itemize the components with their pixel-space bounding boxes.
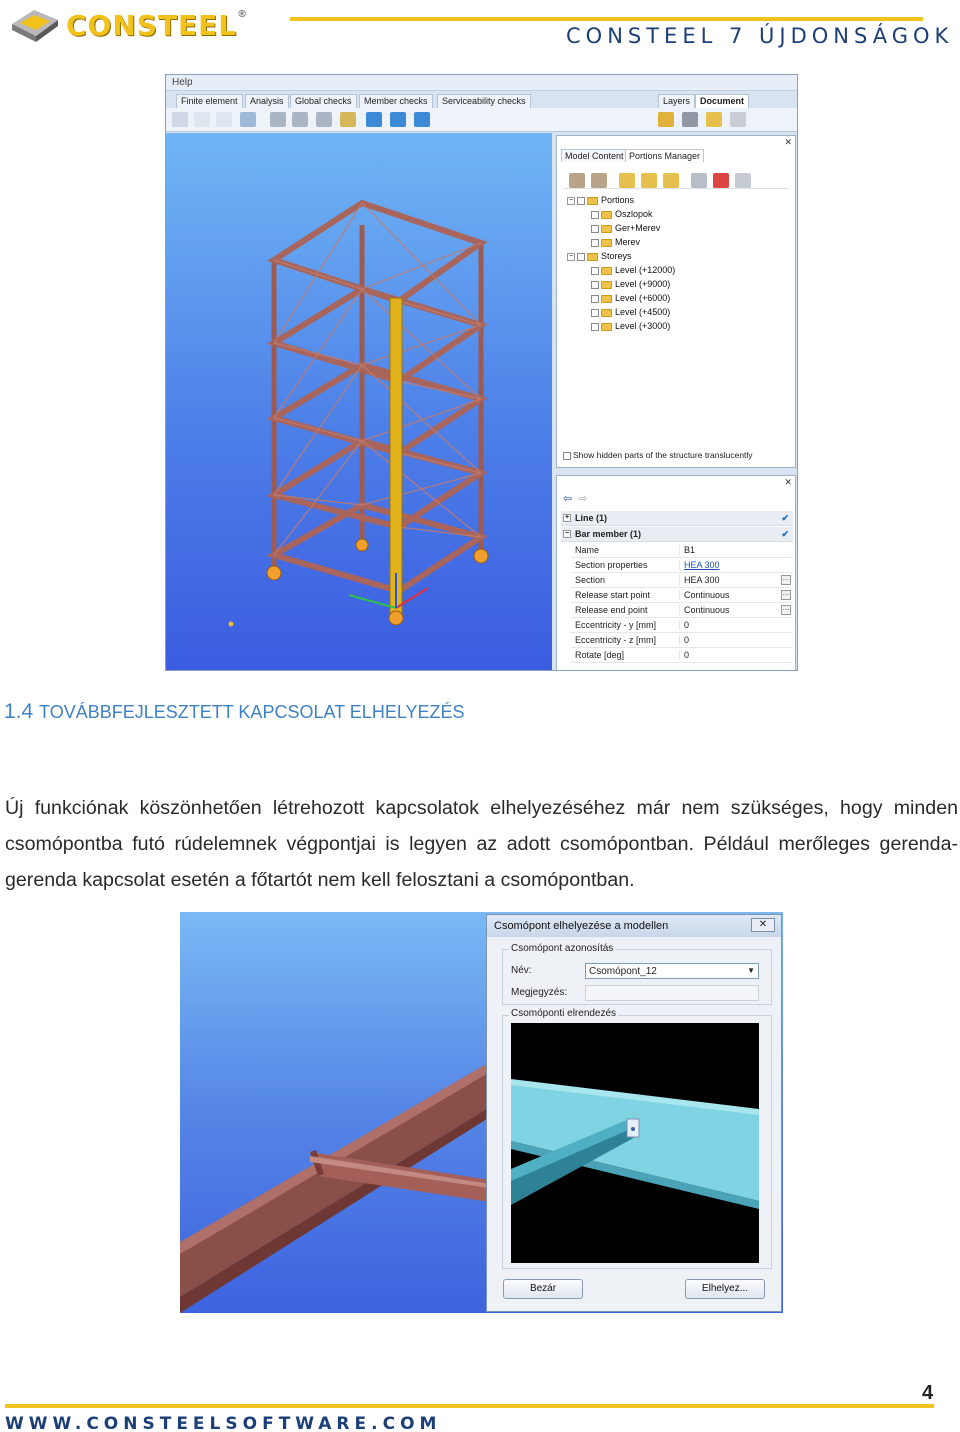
model-3d-viewport[interactable] (166, 133, 552, 671)
note-field[interactable] (585, 985, 759, 1001)
tree-item-level-12000[interactable]: Level (+12000) (567, 263, 675, 277)
layout-tool-icon[interactable] (730, 112, 746, 127)
page-header-title: CONSTEEL 7 ÚJDONSÁGOK (566, 24, 954, 48)
model-content-panel (556, 135, 796, 468)
portion-delete-icon[interactable] (713, 173, 729, 188)
tree-item-portions[interactable]: − Portions (568, 195, 635, 205)
chevron-down-icon: ▼ (747, 966, 755, 975)
folder-icon (601, 239, 612, 247)
tab-member-checks[interactable]: Member checks (359, 94, 433, 108)
note-label: Megjegyzés: (511, 987, 568, 998)
folder-icon (601, 323, 612, 331)
frame-tool-1-icon[interactable] (366, 112, 382, 127)
logo-mark-icon (8, 4, 62, 44)
frame-tool-3-icon[interactable] (414, 112, 430, 127)
consteel-logo: CONSTEEL® (8, 4, 288, 44)
portion-folder-icon[interactable] (619, 173, 635, 188)
properties-panel (556, 475, 796, 671)
footer-url[interactable]: WWW.CONSTEELSOFTWARE.COM (5, 1414, 442, 1432)
node-layout-preview[interactable] (511, 1023, 759, 1263)
close-button[interactable]: Bezár (503, 1279, 583, 1299)
axis-tool-icon[interactable] (172, 112, 188, 127)
folder-tool-icon[interactable] (706, 112, 722, 127)
menu-help[interactable]: Help (172, 77, 193, 88)
tree-item-storeys[interactable]: − Storeys (568, 251, 632, 261)
document-tool-icon[interactable] (658, 112, 674, 127)
tree-item-level-9000[interactable]: Level (+9000) (567, 277, 675, 291)
surface-tool-icon[interactable] (216, 112, 232, 127)
prop-row-release-end[interactable]: Release end point Continuous … (571, 603, 793, 618)
beam-connection-model (180, 912, 490, 1313)
menu-bar (166, 75, 797, 91)
section-title: TOVÁBBFEJLESZTETT KAPCSOLAT ELHELYEZÉS (39, 702, 465, 722)
body-paragraph: Új funkciónak köszönhetően létrehozott kapcsolatok elhelyezéséhez már nem szükséges, hogy minden csomópontba futó rúdelemnek végpontjai is legyen az adott csomópontban. Például merőleges gerenda-gerenda kapcsolat esetén a főtartót nem kell felosztani a csomópontban. (5, 797, 958, 891)
back-arrow-icon[interactable]: ⇦ (563, 493, 573, 505)
tree-item-oszlopok[interactable]: Oszlopok (567, 207, 675, 221)
consteel-model-screenshot (165, 74, 798, 671)
tab-portions-manager[interactable]: Portions Manager (625, 149, 704, 162)
properties-close-icon[interactable]: ✕ (784, 477, 792, 487)
dialog-close-button[interactable]: ✕ (751, 918, 775, 932)
connection-preview (511, 1023, 759, 1263)
place-button[interactable]: Elhelyez... (685, 1279, 765, 1299)
panel-toolbar (563, 171, 789, 189)
support-tool-icon[interactable] (270, 112, 286, 127)
folder-icon (587, 197, 598, 205)
check-icon: ✔ (781, 529, 789, 539)
toolbar (166, 108, 797, 132)
section-number: 1.4 (4, 700, 34, 723)
check-icon: ✔ (781, 513, 789, 523)
portion-add-icon[interactable] (641, 173, 657, 188)
dialog-title: Csomópont elhelyezése a modellen (487, 915, 781, 937)
folder-icon (601, 267, 612, 275)
prop-row-eccentricity-z[interactable]: Eccentricity - z [mm] 0 (571, 633, 793, 648)
folder-icon (601, 225, 612, 233)
portion-remove-icon[interactable] (663, 173, 679, 188)
plane-tool-icon[interactable] (194, 112, 210, 127)
portion-move-icon[interactable] (691, 173, 707, 188)
tree-item-merev[interactable]: Merev (567, 235, 675, 249)
tab-serviceability-checks[interactable]: Serviceability checks (437, 94, 531, 108)
tree-item-level-3000[interactable]: Level (+3000) (567, 319, 675, 333)
portions-tree (567, 193, 675, 333)
node-name-select[interactable]: Csomópont_12 ▼ (585, 963, 759, 979)
portion-copy-icon[interactable] (591, 173, 607, 188)
page-number: 4 (922, 1382, 934, 1404)
table-tool-icon[interactable] (340, 112, 356, 127)
tree-item-ger-merev[interactable]: Ger+Merev (567, 221, 675, 235)
forward-arrow-icon[interactable]: ⇨ (578, 493, 588, 505)
prop-row-name[interactable]: Name B1 (571, 543, 793, 558)
ribbon-tabs (166, 92, 797, 108)
tab-finite-element[interactable]: Finite element (176, 94, 243, 108)
prop-row-section-properties[interactable]: Section properties HEA 300 (571, 558, 793, 573)
tab-global-checks[interactable]: Global checks (290, 94, 357, 108)
show-hidden-checkbox[interactable]: Show hidden parts of the structure translucently (563, 450, 753, 460)
frame-tool-2-icon[interactable] (390, 112, 406, 127)
name-label: Név: (511, 965, 532, 976)
camera-tool-icon[interactable] (682, 112, 698, 127)
folder-icon (601, 309, 612, 317)
portion-new-icon[interactable] (569, 173, 585, 188)
prop-row-eccentricity-y[interactable]: Eccentricity - y [mm] 0 (571, 618, 793, 633)
tab-analysis[interactable]: Analysis (245, 94, 289, 108)
tab-model-content[interactable]: Model Content (561, 149, 628, 162)
prop-row-section[interactable]: Section HEA 300 … (571, 573, 793, 588)
header-rule (290, 17, 923, 21)
group-bar-member[interactable]: − Bar member (1) ✔ (561, 527, 793, 542)
folder-icon (601, 281, 612, 289)
steel-tower-model (166, 133, 552, 671)
tab-document[interactable]: Document (695, 94, 749, 108)
node-placement-dialog (486, 914, 782, 1312)
group-node-layout-label: Csomóponti elrendezés (511, 1008, 617, 1019)
more-button[interactable]: … (781, 590, 791, 600)
group-node-identification-label: Csomópont azonosítás (511, 943, 614, 954)
hinge-tool-icon[interactable] (292, 112, 308, 127)
prop-row-release-start[interactable]: Release start point Continuous … (571, 588, 793, 603)
more-button[interactable]: … (781, 575, 791, 585)
folder-icon (601, 295, 612, 303)
folder-icon (587, 253, 598, 261)
more-button[interactable]: … (781, 605, 791, 615)
tree-item-level-6000[interactable]: Level (+6000) (567, 291, 675, 305)
section-heading (4, 700, 465, 724)
portion-settings-icon[interactable] (735, 173, 751, 188)
panel-close-icon[interactable]: ✕ (784, 137, 792, 147)
nav-arrows (563, 492, 588, 505)
prop-row-rotate[interactable]: Rotate [deg] 0 (571, 648, 793, 663)
tab-layers[interactable]: Layers (658, 94, 695, 108)
tree-item-level-4500[interactable]: Level (+4500) (567, 305, 675, 319)
load-tool-icon[interactable] (240, 112, 256, 127)
group-line[interactable]: + Line (1) ✔ (561, 511, 793, 526)
footer-rule (5, 1404, 934, 1408)
node-placement-screenshot (180, 912, 783, 1313)
folder-icon (601, 211, 612, 219)
eccentric-tool-icon[interactable] (316, 112, 332, 127)
